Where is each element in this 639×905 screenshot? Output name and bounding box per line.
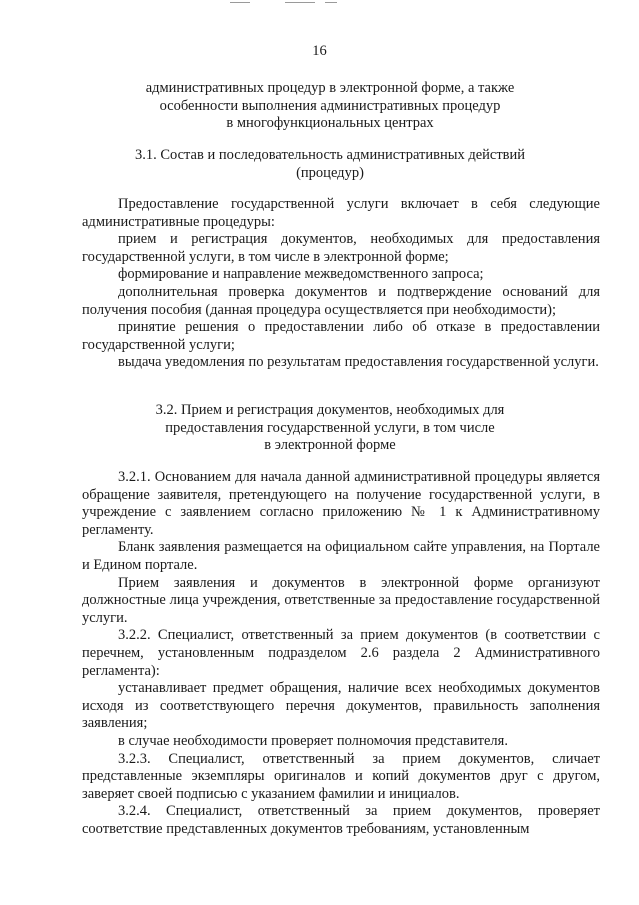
paragraph: Предоставление государственной услуги включает в себя следующие административные процедуры:: [82, 196, 600, 230]
scan-edge-marks: [0, 0, 639, 6]
section-3-2-title-line-1: 3.2. Прием и регистрация документов, необходимых для: [155, 402, 505, 418]
paragraph: формирование и направление межведомственного запроса;: [118, 266, 484, 283]
paragraph: прием и регистрация документов, необходимых для предоставления государственной услуги, в том числе в электронной форме;: [82, 231, 600, 265]
paragraph: устанавливает предмет обращения, наличие всех необходимых документов исходя из соответствующего перечня документов, правильность заполнения заявления;: [82, 680, 600, 732]
paragraph: 3.2.4. Специалист, ответственный за прием документов, проверяет соответствие представленных документов требованиям, установленным: [82, 803, 600, 837]
section-heading: [60, 80, 600, 133]
paragraph: выдача уведомления по результатам предоставления государственной услуги.: [118, 354, 599, 371]
section-3-2-body: [82, 469, 600, 838]
section-3-2-title: [60, 402, 600, 455]
section-3-2-title-line-3: в электронной форме: [264, 437, 396, 453]
section-3-2-title-line-2: предоставления государственной услуги, в том числе: [165, 419, 495, 436]
section-3-1-title-line-1: 3.1. Состав и последовательность административных действий: [134, 147, 526, 163]
paragraph: принятие решения о предоставлении либо об отказе в предоставлении государственной услуги;: [82, 319, 600, 353]
section-3-1-title-line-2: (процедур): [296, 164, 364, 181]
paragraph: 3.2.3. Специалист, ответственный за прием документов, сличает представленные экземпляры оригиналов и копий документов друг с другом, заверяет своей подписью с указанием фамилии и инициалов.: [82, 750, 600, 802]
heading-line-1: административных процедур в электронной форме, а также: [145, 80, 515, 96]
heading-line-2: особенности выполнения административных процедур: [159, 97, 501, 114]
paragraph: Бланк заявления размещается на официальном сайте управления, на Портале и Едином портале.: [82, 539, 600, 573]
page-number: 16: [312, 43, 327, 59]
paragraph: Прием заявления и документов в электронной форме организуют должностные лица учреждения, ответственные за предоставление государственной услуги.: [82, 574, 600, 626]
paragraph: 3.2.2. Специалист, ответственный за прием документов (в соответствии с перечнем, установленным подразделом 2.6 раздела 2 Административного регламента):: [82, 627, 600, 679]
heading-line-3: в многофункциональных центрах: [226, 115, 434, 131]
paragraph: дополнительная проверка документов и подтверждение оснований для получения пособия (данная процедура осуществляется при необходимости);: [82, 283, 600, 318]
paragraph: 3.2.1. Основанием для начала данной административной процедуры является обращение заявителя, претендующего на получение государственной услуги, в учреждение с заявлением согласно приложению № 1 к Административному регламенту.: [82, 469, 600, 538]
paragraph: в случае необходимости проверяет полномочия представителя.: [118, 732, 508, 749]
section-3-1-title: [60, 147, 600, 182]
section-3-1-body: [82, 196, 600, 372]
